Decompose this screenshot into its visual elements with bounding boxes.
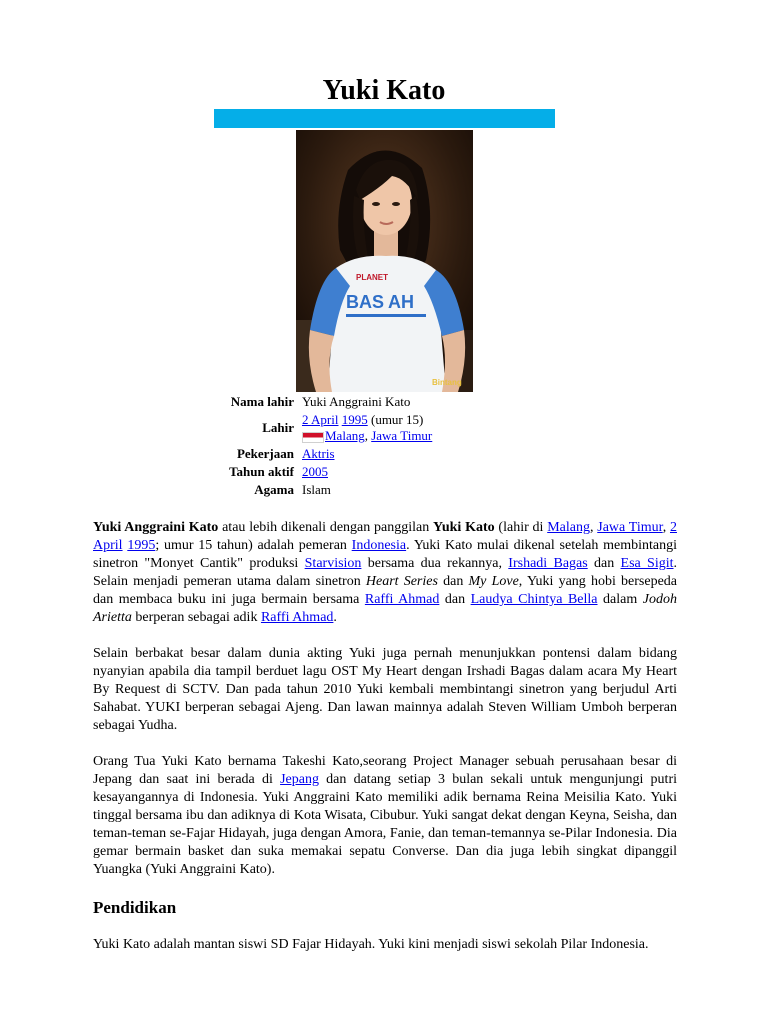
link-raffi-ahmad-2[interactable]: Raffi Ahmad	[260, 610, 334, 625]
link-birth-date[interactable]: 2 April	[302, 412, 339, 427]
text: dan datang setiap 3 bulan sekali untuk mengunjungi putri kesayangannya di Indonesia. Yuki Anggraini Kato memiliki adik bernama Reina Meisilia Kato. Yuki tinggal bersama ibu dan adiknya di Kota Wisata, Cibubur. Yuki sangat dekat dengan Keyna, Seisha, dan teman-teman se-Fajar Hidayah, juga dengan Amora, Fanie, dan teman-temannya se-Pilar Indonesia. Dia gemar bermain basket dan suka memakai sepatu Converse. Dan dia juga lebih singkat dipanggil Yuangka (Yuki Anggraini Kato).	[93, 772, 677, 877]
infobox-value: Yuki Anggraini Kato	[302, 394, 411, 409]
link-starvision[interactable]: Starvision	[304, 556, 362, 571]
link-esa-sigit[interactable]: Esa Sigit	[620, 556, 674, 571]
link-2-april[interactable]: 2 April	[93, 520, 677, 553]
article-body	[93, 519, 677, 972]
svg-text:AH: AH	[388, 292, 414, 312]
infobox-label: Tahun aktif	[229, 464, 294, 479]
text: berperan sebagai adik	[131, 610, 261, 625]
infobox-row-nama-lahir	[214, 393, 555, 411]
text: ,	[589, 520, 598, 535]
link-indonesia[interactable]: Indonesia	[351, 538, 407, 553]
portrait-photo	[296, 130, 473, 392]
text: bersama dua rekannya,	[361, 556, 509, 571]
link-birth-year[interactable]: 1995	[341, 412, 368, 427]
svg-text:PLANET: PLANET	[356, 273, 388, 282]
italic-title: My Love	[468, 574, 519, 589]
text: dalam	[597, 592, 643, 607]
text: . Selain menjadi pemeran utama dalam sinetron	[93, 556, 678, 589]
age-text: (umur 15)	[370, 412, 424, 427]
paragraph-intro	[93, 519, 677, 627]
infobox-row-agama	[214, 481, 555, 499]
link-jawa-timur[interactable]: Jawa Timur	[597, 520, 663, 535]
paragraph-pendidikan: Yuki Kato adalah mantan siswi SD Fajar Hidayah. Yuki kini menjadi siswi sekolah Pilar Indonesia.	[93, 937, 649, 952]
link-malang[interactable]: Malang	[325, 428, 365, 443]
infobox-value	[302, 445, 555, 463]
text: ; umur 15 tahun) adalah pemeran	[155, 538, 352, 553]
paragraph-family	[93, 753, 677, 879]
page-title: Yuki Kato	[322, 74, 446, 106]
link-jawa-timur[interactable]: Jawa Timur	[371, 428, 433, 443]
text: . Yuki Kato mulai dikenal setelah membintangi sinetron "Monyet Cantik" produksi	[93, 538, 678, 571]
text: Orang Tua Yuki Kato bernama Takeshi Kato,seorang Project Manager sebuah perusahaan besar di Jepang dan saat ini berada di	[93, 754, 677, 787]
link-1995[interactable]: 1995	[127, 538, 156, 553]
text: ,	[662, 520, 670, 535]
text: (lahir di	[494, 520, 548, 535]
infobox-table	[214, 393, 555, 499]
text: .	[333, 610, 337, 625]
indonesia-flag-icon	[302, 432, 324, 443]
link-malang[interactable]: Malang	[547, 520, 590, 535]
infobox-label: Pekerjaan	[236, 446, 294, 461]
infobox-label: Lahir	[262, 420, 294, 435]
link-2005[interactable]: 2005	[302, 464, 328, 479]
photo-watermark: Bintang	[432, 378, 462, 387]
link-irshadi-bagas[interactable]: Irshadi Bagas	[508, 556, 588, 571]
link-jepang[interactable]: Jepang	[280, 772, 319, 787]
infobox-value: 2 April 1995 (umur 15) Malang, Jawa Timur	[302, 412, 433, 443]
italic-title: Jodoh Arietta	[93, 592, 677, 625]
paragraph-music: Selain berbakat besar dalam dunia akting Yuki juga pernah menunjukkan pontensi dalam bidang nyanyian apabila dia tampil berduet lagu OST My Heart dengan Irshadi Bagas dalam acara My Heart By Request di SCTV. Dan pada tahun 2010 Yuki kembali membintangi sinetron yang berjudul Arti Sahabat. YUKI berperan sebagai Ajeng. Dan lawan mainnya adalah Steven William Umboh berperan sebagai Yudha.	[93, 646, 677, 733]
infobox-label: Agama	[254, 482, 294, 497]
text: dan	[587, 556, 621, 571]
infobox-value: Islam	[302, 482, 331, 497]
text: dan	[437, 574, 469, 589]
infobox-row-tahun-aktif	[214, 463, 555, 481]
text: atau lebih dikenali dengan panggilan	[218, 520, 434, 535]
infobox-row-pekerjaan	[214, 445, 555, 463]
bold-nickname: Yuki Kato	[433, 520, 495, 535]
infobox-value	[302, 463, 555, 481]
infobox-row-lahir	[214, 411, 555, 445]
infobox-header-bar	[214, 109, 555, 128]
text: , Yuki yang hobi bersepeda dan membaca buku ini juga bermain bersama	[93, 574, 678, 607]
italic-title: Heart Series	[365, 574, 438, 589]
text: dan	[439, 592, 471, 607]
section-heading-pendidikan: Pendidikan	[93, 898, 177, 917]
link-aktris[interactable]: Aktris	[302, 446, 335, 461]
svg-text:BAS: BAS	[346, 292, 385, 312]
bold-name: Yuki Anggraini Kato	[93, 520, 219, 535]
link-laudya-chintya-bella[interactable]: Laudya Chintya Bella	[470, 592, 598, 607]
link-raffi-ahmad[interactable]: Raffi Ahmad	[364, 592, 440, 607]
infobox-label: Nama lahir	[230, 394, 294, 409]
